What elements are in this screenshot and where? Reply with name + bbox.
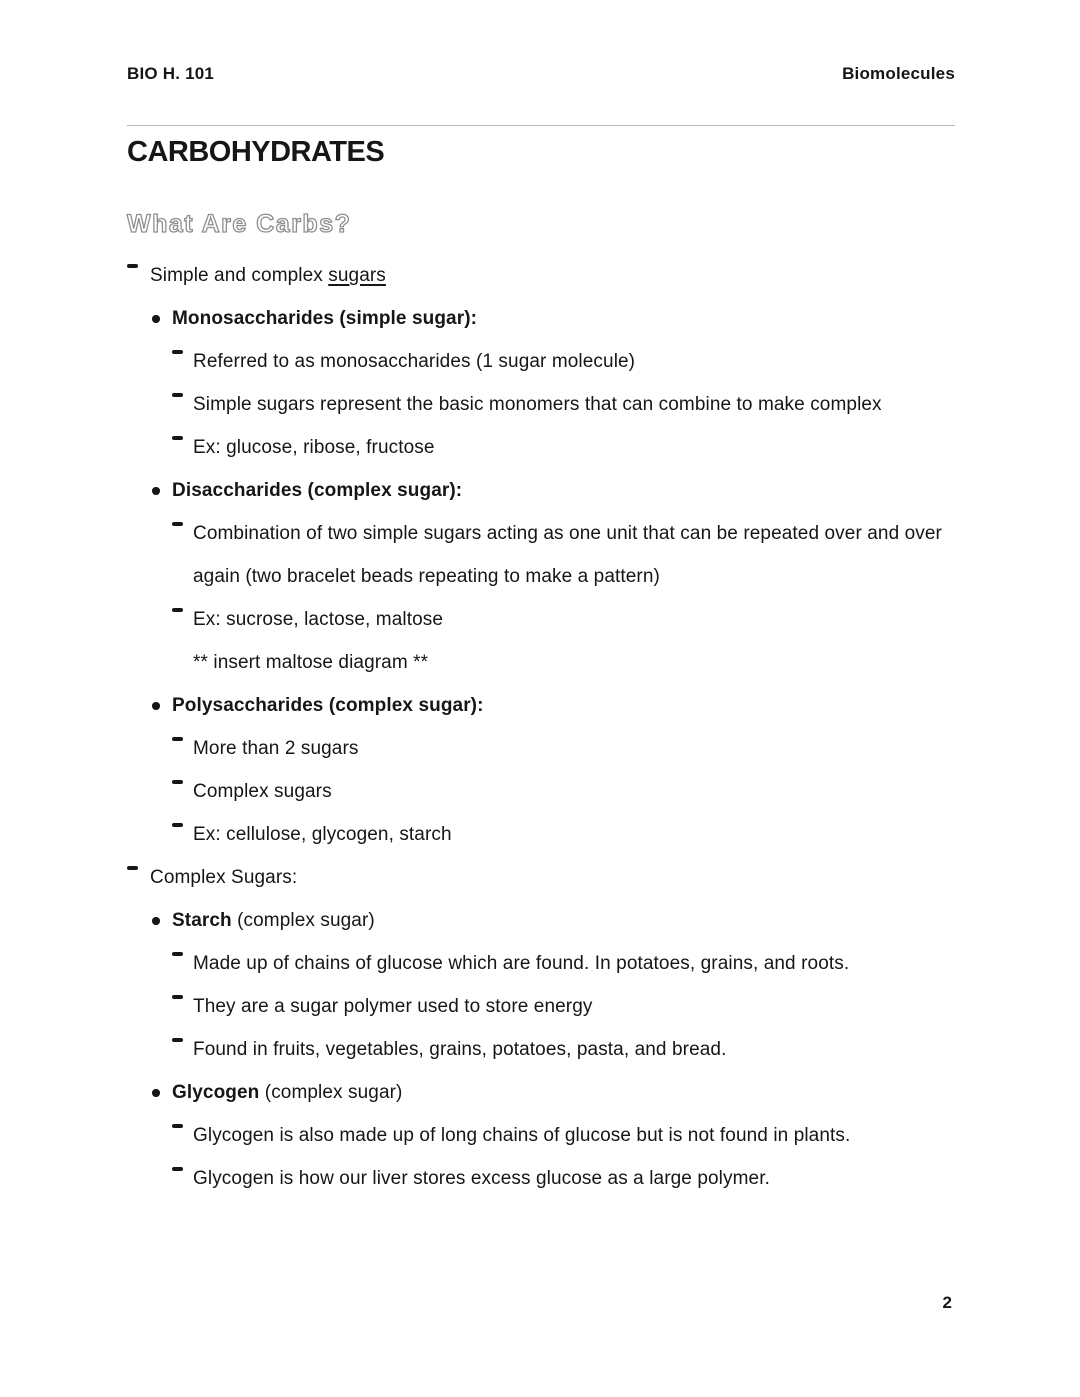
list-item [172, 942, 955, 985]
list-item-text: Simple and complex sugars [150, 265, 386, 286]
list-item [172, 813, 955, 856]
list-item [172, 727, 955, 770]
page-number: 2 [942, 1293, 952, 1312]
dash-bullet-icon [172, 340, 193, 383]
list-item [150, 1071, 955, 1114]
notes-list [127, 254, 955, 1200]
dash-bullet-icon [172, 942, 193, 985]
list-item-text: Ex: cellulose, glycogen, starch [193, 824, 452, 845]
list-item-text: Referred to as monosaccharides (1 sugar molecule) [193, 351, 636, 372]
list-item [172, 1028, 955, 1071]
list-item-text: Starch (complex sugar) [172, 910, 375, 931]
list-item-text: Ex: glucose, ribose, fructose [193, 437, 435, 458]
dash-bullet-icon [127, 254, 150, 297]
list-item [127, 254, 955, 297]
list-item [172, 641, 955, 684]
dash-bullet-icon [172, 727, 193, 770]
list-item [150, 684, 955, 727]
dash-bullet-icon [172, 1028, 193, 1071]
list-item-text: Found in fruits, vegetables, grains, potatoes, pasta, and bread. [193, 1039, 727, 1060]
list-item [172, 383, 955, 426]
page-header [127, 64, 955, 84]
list-item-text: Polysaccharides (complex sugar): [172, 695, 484, 716]
list-item-text: Made up of chains of glucose which are found. In potatoes, grains, and roots. [193, 953, 850, 974]
dot-bullet-icon [150, 469, 172, 512]
dash-bullet-icon [172, 770, 193, 813]
dash-bullet-icon [172, 985, 193, 1028]
section-subtitle: What Are Carbs? [127, 210, 352, 238]
page-title: CARBOHYDRATES [127, 136, 385, 168]
course-label: BIO H. 101 [127, 64, 215, 83]
list-item-text: Glycogen is how our liver stores excess glucose as a large polymer. [193, 1168, 770, 1189]
list-item-text: Complex Sugars: [150, 867, 298, 888]
list-item [150, 469, 955, 512]
list-item-text: Complex sugars [193, 781, 332, 802]
list-item [172, 340, 955, 383]
list-item [172, 770, 955, 813]
list-item-text: Combination of two simple sugars acting as one unit that can be repeated over and over again (two bracelet beads repeating to make a pattern) [193, 523, 942, 587]
dash-bullet-icon [172, 598, 193, 641]
dash-bullet-icon [127, 856, 150, 899]
list-item-text: Simple sugars represent the basic monomers that can combine to make complex [193, 394, 882, 415]
list-item-text: More than 2 sugars [193, 738, 359, 759]
dash-bullet-icon [172, 383, 193, 426]
dash-bullet-icon [172, 1157, 193, 1200]
dash-bullet-icon [172, 1114, 193, 1157]
list-item [172, 598, 955, 641]
dash-bullet-icon [172, 813, 193, 856]
list-item [150, 899, 955, 942]
header-divider [127, 125, 955, 126]
dash-bullet-icon [172, 426, 193, 469]
dash-bullet-icon [172, 512, 193, 555]
list-item-text: ** insert maltose diagram ** [193, 652, 429, 673]
list-item [172, 512, 955, 598]
list-item-text: Glycogen is also made up of long chains of glucose but is not found in plants. [193, 1125, 851, 1146]
dot-bullet-icon [150, 899, 172, 942]
list-item-text: Monosaccharides (simple sugar): [172, 308, 478, 329]
dot-bullet-icon [150, 684, 172, 727]
list-item-text: They are a sugar polymer used to store energy [193, 996, 593, 1017]
list-item-text: Ex: sucrose, lactose, maltose [193, 609, 444, 630]
list-item [172, 1114, 955, 1157]
list-item [172, 985, 955, 1028]
list-item-text: Disaccharides (complex sugar): [172, 480, 463, 501]
dot-bullet-icon [150, 297, 172, 340]
bullet-spacer [172, 641, 193, 684]
list-item [172, 1157, 955, 1200]
list-item [150, 297, 955, 340]
dot-bullet-icon [150, 1071, 172, 1114]
list-item-text: Glycogen (complex sugar) [172, 1082, 403, 1103]
list-item [172, 426, 955, 469]
list-item [127, 856, 955, 899]
topic-label: Biomolecules [842, 64, 955, 83]
